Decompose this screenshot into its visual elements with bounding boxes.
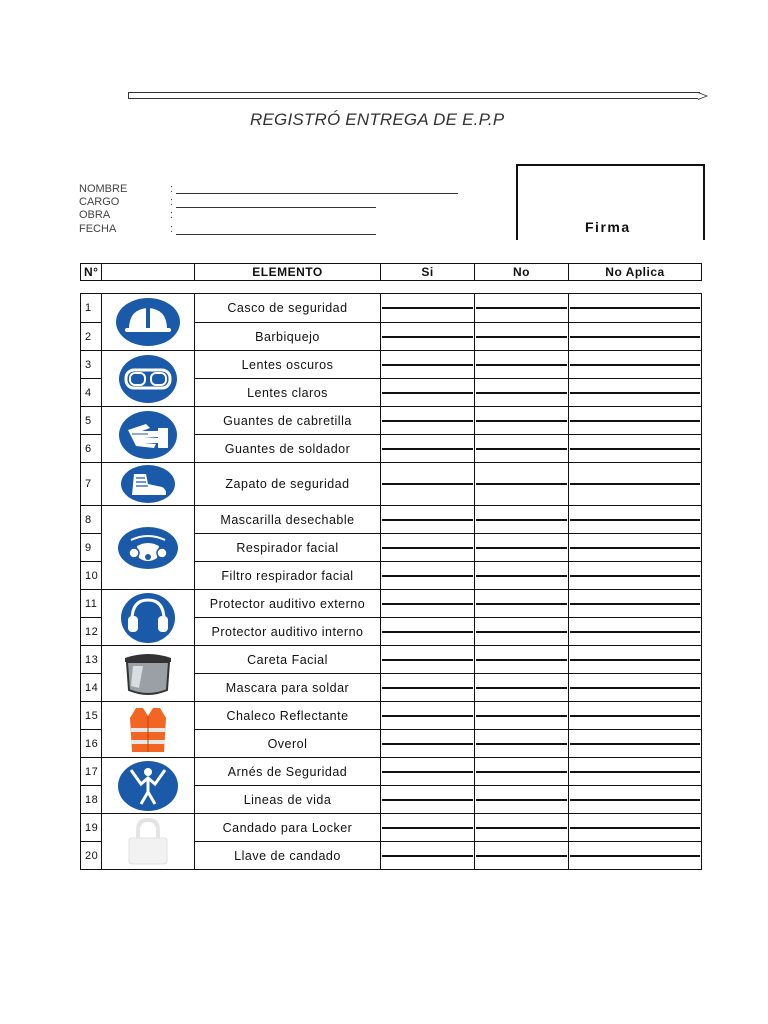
icon-cell [102, 351, 195, 407]
checkbox-no[interactable] [475, 562, 569, 590]
checkbox-no[interactable] [475, 534, 569, 562]
row-number: 19 [81, 814, 102, 842]
checkbox-no-aplica[interactable] [569, 814, 702, 842]
row-number: 5 [81, 407, 102, 435]
signature-label: Firma [585, 219, 631, 235]
element-name: Lentes oscuros [195, 351, 381, 379]
table-row [81, 463, 702, 506]
field-colon: : [170, 223, 174, 235]
checkbox-si[interactable] [381, 618, 475, 646]
checkbox-no[interactable] [475, 702, 569, 730]
checkbox-si[interactable] [381, 407, 475, 435]
checkbox-no[interactable] [475, 814, 569, 842]
column-header-no-aplica: No Aplica [569, 264, 702, 281]
icon-cell [102, 590, 195, 646]
table-row [81, 506, 702, 534]
checkbox-no[interactable] [475, 294, 569, 323]
checkbox-no-aplica[interactable] [569, 646, 702, 674]
row-number: 3 [81, 351, 102, 379]
top-rule-tip-inner [698, 93, 706, 99]
helmet-icon [115, 297, 181, 347]
checkbox-no-aplica[interactable] [569, 323, 702, 351]
checkbox-si[interactable] [381, 674, 475, 702]
field-label-fecha: FECHA [79, 223, 117, 235]
checkbox-no[interactable] [475, 506, 569, 534]
table-row [81, 590, 702, 618]
checkbox-no-aplica[interactable] [569, 842, 702, 870]
fecha-field[interactable] [176, 234, 376, 235]
checkbox-no[interactable] [475, 463, 569, 506]
element-name: Mascarilla desechable [195, 506, 381, 534]
column-header-icon [102, 264, 195, 281]
boot-icon [120, 464, 176, 504]
row-number: 18 [81, 786, 102, 814]
row-number: 13 [81, 646, 102, 674]
checkbox-no[interactable] [475, 407, 569, 435]
checkbox-no[interactable] [475, 618, 569, 646]
checkbox-no[interactable] [475, 435, 569, 463]
field-colon: : [170, 196, 174, 208]
element-name: Candado para Locker [195, 814, 381, 842]
element-name: Guantes de soldador [195, 435, 381, 463]
column-header-si: Si [381, 264, 475, 281]
row-number: 16 [81, 730, 102, 758]
element-name: Overol [195, 730, 381, 758]
checkbox-no-aplica[interactable] [569, 702, 702, 730]
checkbox-no-aplica[interactable] [569, 562, 702, 590]
checkbox-no-aplica[interactable] [569, 730, 702, 758]
respirator-icon [117, 526, 179, 570]
field-colon: : [170, 183, 174, 195]
table-row [81, 758, 702, 786]
face-shield-icon [119, 650, 177, 698]
field-colon: : [170, 209, 174, 221]
nombre-field[interactable] [176, 193, 458, 194]
checkbox-no[interactable] [475, 379, 569, 407]
checkbox-no-aplica[interactable] [569, 294, 702, 323]
element-name: Casco de seguridad [195, 294, 381, 323]
gloves-icon [118, 410, 178, 460]
element-name: Barbiquejo [195, 323, 381, 351]
element-name: Respirador facial [195, 534, 381, 562]
element-name: Filtro respirador facial [195, 562, 381, 590]
checkbox-no-aplica[interactable] [569, 379, 702, 407]
row-number: 4 [81, 379, 102, 407]
row-number: 10 [81, 562, 102, 590]
checkbox-si[interactable] [381, 534, 475, 562]
checkbox-no[interactable] [475, 758, 569, 786]
icon-cell [102, 758, 195, 814]
checkbox-no-aplica[interactable] [569, 590, 702, 618]
icon-cell [102, 463, 195, 506]
checkbox-si[interactable] [381, 646, 475, 674]
table-row [81, 407, 702, 435]
harness-icon [117, 760, 179, 812]
checkbox-si[interactable] [381, 730, 475, 758]
checkbox-no-aplica[interactable] [569, 674, 702, 702]
element-name: Arnés de Seguridad [195, 758, 381, 786]
checkbox-no[interactable] [475, 590, 569, 618]
checkbox-si[interactable] [381, 463, 475, 506]
row-number: 1 [81, 294, 102, 323]
checkbox-si[interactable] [381, 842, 475, 870]
row-number: 15 [81, 702, 102, 730]
checkbox-si[interactable] [381, 590, 475, 618]
checkbox-si[interactable] [381, 814, 475, 842]
checkbox-no[interactable] [475, 646, 569, 674]
checkbox-si[interactable] [381, 379, 475, 407]
element-name: Guantes de cabretilla [195, 407, 381, 435]
table-row [81, 351, 702, 379]
table-row [81, 646, 702, 674]
checkbox-no[interactable] [475, 730, 569, 758]
checkbox-no-aplica[interactable] [569, 407, 702, 435]
element-name: Llave de candado [195, 842, 381, 870]
element-name: Mascara para soldar [195, 674, 381, 702]
element-name: Careta Facial [195, 646, 381, 674]
row-number: 20 [81, 842, 102, 870]
checkbox-si[interactable] [381, 506, 475, 534]
checkbox-no-aplica[interactable] [569, 534, 702, 562]
row-number: 8 [81, 506, 102, 534]
checkbox-no-aplica[interactable] [569, 758, 702, 786]
checkbox-no[interactable] [475, 323, 569, 351]
padlock-icon [123, 816, 173, 868]
icon-cell [102, 814, 195, 870]
table-header [80, 263, 702, 281]
field-label-cargo: CARGO [79, 196, 120, 208]
icon-cell [102, 506, 195, 590]
checkbox-no-aplica[interactable] [569, 435, 702, 463]
checkbox-si[interactable] [381, 786, 475, 814]
checkbox-no-aplica[interactable] [569, 463, 702, 506]
field-label-obra: OBRA [79, 209, 111, 221]
row-number: 11 [81, 590, 102, 618]
field-label-nombre: NOMBRE [79, 183, 128, 195]
element-name: Lineas de vida [195, 786, 381, 814]
checkbox-no[interactable] [475, 842, 569, 870]
safety-vest-icon [128, 706, 168, 754]
cargo-field[interactable] [176, 207, 376, 208]
page-title: REGISTRÓ ENTREGA DE E.P.P [250, 110, 505, 129]
icon-cell [102, 407, 195, 463]
checkbox-si[interactable] [381, 323, 475, 351]
row-number: 2 [81, 323, 102, 351]
obra-field[interactable] [176, 209, 376, 223]
checkbox-si[interactable] [381, 294, 475, 323]
row-number: 17 [81, 758, 102, 786]
row-number: 14 [81, 674, 102, 702]
checkbox-si[interactable] [381, 351, 475, 379]
element-name: Lentes claros [195, 379, 381, 407]
checkbox-no[interactable] [475, 351, 569, 379]
row-number: 6 [81, 435, 102, 463]
column-header-number: N° [81, 264, 102, 281]
table-row [81, 294, 702, 323]
checkbox-si[interactable] [381, 562, 475, 590]
checkbox-no[interactable] [475, 786, 569, 814]
icon-cell [102, 646, 195, 702]
checkbox-no[interactable] [475, 674, 569, 702]
row-number: 7 [81, 463, 102, 506]
element-name: Protector auditivo externo [195, 590, 381, 618]
checkbox-si[interactable] [381, 758, 475, 786]
checkbox-no-aplica[interactable] [569, 506, 702, 534]
element-name: Zapato de seguridad [195, 463, 381, 506]
table-row [81, 702, 702, 730]
column-header-element: ELEMENTO [195, 264, 381, 281]
checkbox-si[interactable] [381, 702, 475, 730]
table-row [81, 814, 702, 842]
column-header-no: No [475, 264, 569, 281]
element-name: Chaleco Reflectante [195, 702, 381, 730]
element-name: Protector auditivo interno [195, 618, 381, 646]
checkbox-no-aplica[interactable] [569, 351, 702, 379]
checkbox-no-aplica[interactable] [569, 786, 702, 814]
goggles-icon [118, 354, 178, 404]
icon-cell [102, 294, 195, 351]
ear-muffs-icon [120, 592, 176, 644]
checkbox-no-aplica[interactable] [569, 618, 702, 646]
row-number: 12 [81, 618, 102, 646]
top-rule [128, 92, 700, 99]
epp-table [80, 293, 702, 870]
icon-cell [102, 702, 195, 758]
checkbox-si[interactable] [381, 435, 475, 463]
row-number: 9 [81, 534, 102, 562]
